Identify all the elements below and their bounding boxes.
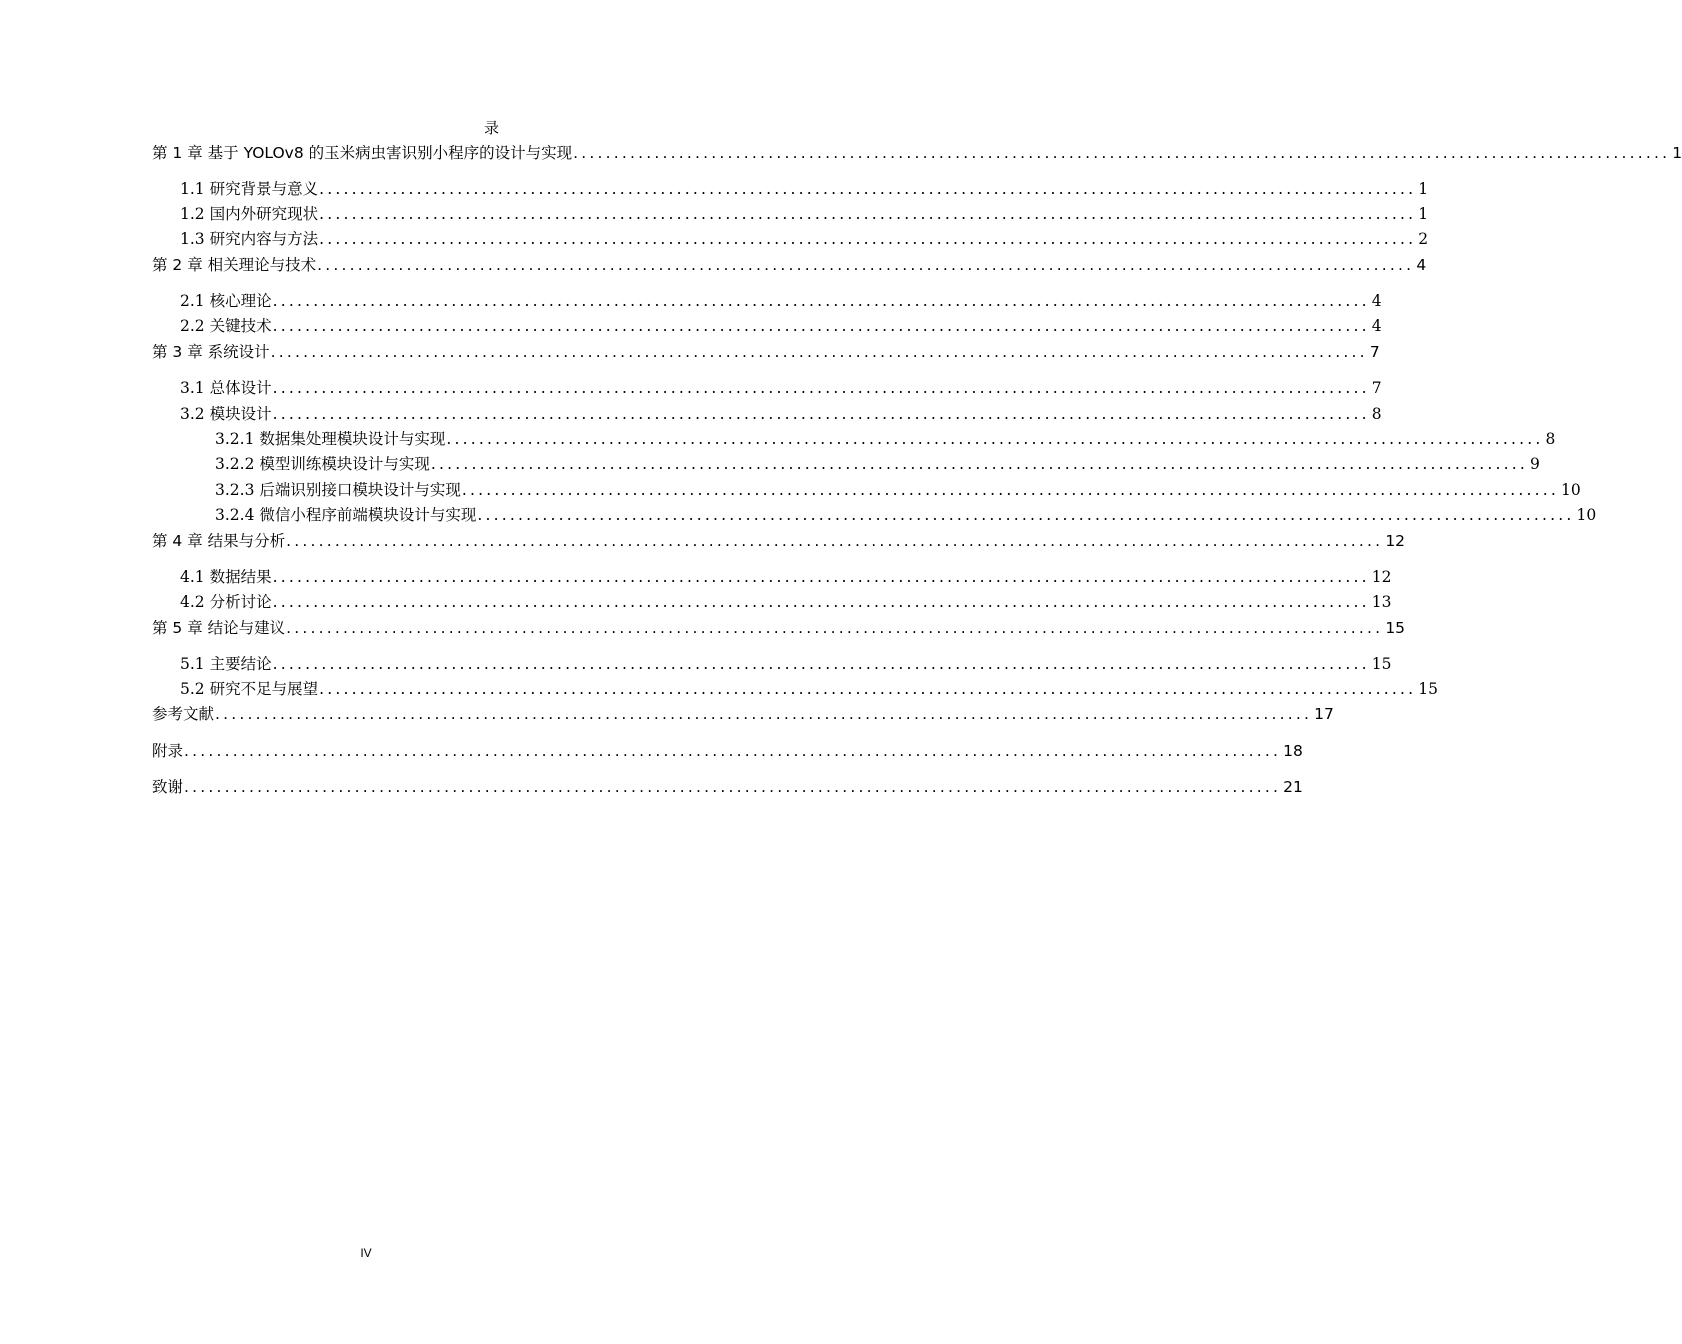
toc-entry-label: 第 4 章 结果与分析 (152, 532, 286, 550)
toc-entry-page: 13 (1371, 593, 1392, 611)
toc-entry-label: 1.1 研究背景与意义 (180, 180, 319, 198)
toc-entry-4-1[interactable] (180, 566, 1392, 588)
toc-entry-label: 5.2 研究不足与展望 (180, 680, 319, 698)
toc-entry-page: 4 (1371, 317, 1382, 335)
toc-entry-label: 2.2 关键技术 (180, 317, 272, 335)
toc-entry-page: 10 (1576, 506, 1597, 524)
dot-leader: ....................................................................................................................................... (319, 205, 1417, 223)
toc-entry-1-3[interactable] (180, 228, 1429, 250)
toc-entry-label: 1.2 国内外研究现状 (180, 205, 319, 223)
toc-entry-page: 12 (1385, 532, 1406, 550)
toc-entry-page: 15 (1371, 655, 1392, 673)
toc-entry-1-1[interactable] (180, 178, 1429, 200)
toc-entry-chapter-2[interactable] (152, 254, 1427, 276)
toc-entry-page: 18 (1283, 742, 1303, 760)
toc-entry-page: 21 (1283, 778, 1303, 796)
toc-entry-3-2-2[interactable] (215, 453, 1540, 475)
toc-entry-chapter-4[interactable] (152, 530, 1406, 552)
dot-leader: ....................................................................................................................................... (319, 230, 1417, 248)
dot-leader: ....................................................................................................................................... (317, 256, 1415, 274)
dot-leader: ....................................................................................................................................... (461, 481, 1560, 499)
dot-leader: ....................................................................................................................................... (272, 568, 1370, 586)
toc-entry-1-2[interactable] (180, 203, 1429, 225)
dot-leader: ....................................................................................................................................... (477, 506, 1575, 524)
toc-entry-3-1[interactable] (180, 377, 1382, 399)
toc-entry-label: 3.1 总体设计 (180, 379, 272, 397)
toc-entry-chapter-5[interactable] (152, 617, 1406, 639)
toc-entry-chapter-1[interactable] (152, 142, 1682, 164)
dot-leader: ....................................................................................................................................... (272, 317, 1370, 335)
toc-entry-page: 15 (1418, 680, 1438, 698)
dot-leader: ....................................................................................................................................... (215, 705, 1313, 723)
toc-entry-label: 2.1 核心理论 (180, 292, 272, 310)
dot-leader: ....................................................................................................................................... (286, 619, 1384, 637)
toc-entry-page: 12 (1371, 568, 1392, 586)
dot-leader: ....................................................................................................................................... (319, 180, 1417, 198)
dot-leader: ....................................................................................................................................... (184, 778, 1282, 796)
toc-entry-label: 3.2 模块设计 (180, 405, 272, 423)
dot-leader: ....................................................................................................................................... (270, 343, 1368, 361)
dot-leader: ....................................................................................................................................... (573, 144, 1671, 162)
dot-leader: ....................................................................................................................................... (272, 379, 1370, 397)
toc-entry-label: 第 3 章 系统设计 (152, 343, 270, 361)
toc-entry-page: 17 (1314, 705, 1334, 723)
toc-entry-3-2-4[interactable] (215, 504, 1597, 526)
dot-leader: ....................................................................................................................................... (272, 655, 1370, 673)
toc-entry-page: 4 (1371, 292, 1382, 310)
toc-entry-page: 1 (1418, 205, 1429, 223)
toc-entry-3-2[interactable] (180, 403, 1382, 425)
toc-title: 录 (483, 119, 499, 137)
toc-entry-page: 7 (1369, 343, 1380, 361)
toc-entry-label: 3.2.3 后端识别接口模块设计与实现 (215, 481, 461, 499)
toc-entry-5-2[interactable] (180, 678, 1438, 700)
dot-leader: ....................................................................................................................................... (272, 292, 1370, 310)
toc-entry-page: 1 (1672, 144, 1682, 162)
toc-entry-4-2[interactable] (180, 591, 1392, 613)
toc-entry-label: 参考文献 (152, 705, 215, 723)
toc-entry-page: 4 (1416, 256, 1427, 274)
toc-entry-acknowledgements[interactable] (152, 776, 1303, 798)
toc-entry-page: 10 (1561, 481, 1581, 499)
toc-entry-chapter-3[interactable] (152, 341, 1380, 363)
toc-entry-references[interactable] (152, 703, 1334, 725)
dot-leader: ....................................................................................................................................... (272, 405, 1370, 423)
toc-entry-label: 第 2 章 相关理论与技术 (152, 256, 317, 274)
toc-entry-label: 4.2 分析讨论 (180, 593, 272, 611)
dot-leader: ....................................................................................................................................... (286, 532, 1384, 550)
toc-entry-2-1[interactable] (180, 290, 1382, 312)
footer-page-number: IV (360, 1246, 372, 1260)
dot-leader: ....................................................................................................................................... (319, 680, 1417, 698)
toc-entry-3-2-1[interactable] (215, 428, 1556, 450)
toc-entry-page: 9 (1530, 455, 1540, 473)
toc-entry-label: 3.2.2 模型训练模块设计与实现 (215, 455, 430, 473)
toc-entry-label: 5.1 主要结论 (180, 655, 272, 673)
toc-entry-page: 1 (1418, 180, 1429, 198)
toc-entry-label: 3.2.1 数据集处理模块设计与实现 (215, 430, 446, 448)
toc-entry-page: 8 (1371, 405, 1382, 423)
toc-entry-page: 15 (1385, 619, 1406, 637)
toc-entry-label: 附录 (152, 742, 184, 760)
toc-entry-label: 致谢 (152, 778, 184, 796)
toc-entry-label: 1.3 研究内容与方法 (180, 230, 319, 248)
toc-entry-label: 第 1 章 基于 YOLOv8 的玉米病虫害识别小程序的设计与实现 (152, 144, 573, 162)
toc-entry-2-2[interactable] (180, 315, 1382, 337)
toc-entry-5-1[interactable] (180, 653, 1392, 675)
toc-entry-label: 4.1 数据结果 (180, 568, 272, 586)
toc-entry-page: 7 (1371, 379, 1382, 397)
toc-entry-label: 3.2.4 微信小程序前端模块设计与实现 (215, 506, 477, 524)
toc-entry-appendix[interactable] (152, 740, 1303, 762)
dot-leader: ....................................................................................................................................... (446, 430, 1544, 448)
toc-entry-page: 8 (1545, 430, 1556, 448)
dot-leader: ....................................................................................................................................... (272, 593, 1370, 611)
toc-entry-label: 第 5 章 结论与建议 (152, 619, 286, 637)
toc-entry-page: 2 (1418, 230, 1429, 248)
dot-leader: ....................................................................................................................................... (430, 455, 1529, 473)
dot-leader: ....................................................................................................................................... (184, 742, 1282, 760)
toc-entry-3-2-3[interactable] (215, 479, 1581, 501)
